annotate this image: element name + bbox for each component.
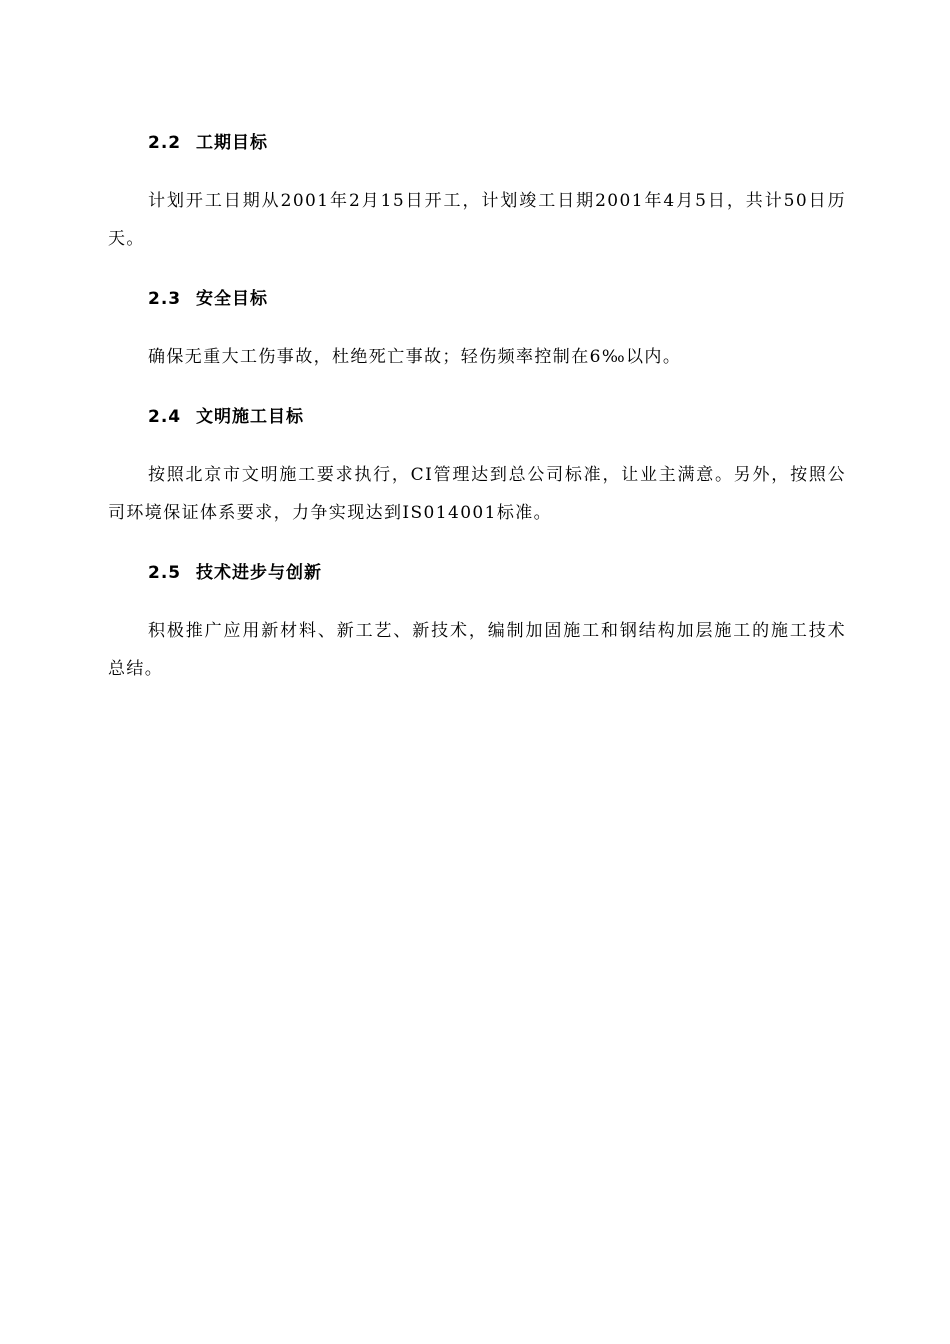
section-title: 技术进步与创新 — [196, 563, 322, 583]
section-title: 安全目标 — [196, 289, 268, 309]
section-number: 2.5 — [148, 563, 182, 583]
section-paragraph-safety: 确保无重大工伤事故，杜绝死亡事故；轻伤频率控制在6‰以内。 — [148, 347, 682, 367]
section-title: 文明施工目标 — [196, 407, 304, 427]
section-paragraph-technology: 积极推广应用新材料、新工艺、新技术，编制加固施工和钢结构加层施工的施工技术总结。 — [108, 621, 846, 679]
section-heading-civilized-construction — [148, 402, 846, 432]
section-heading-safety — [148, 284, 846, 314]
section-number: 2.3 — [148, 289, 182, 309]
section-number: 2.4 — [148, 407, 182, 427]
section-heading-technology — [148, 558, 846, 588]
section-number: 2.2 — [148, 133, 182, 153]
section-title: 工期目标 — [196, 133, 268, 153]
section-heading-schedule — [148, 128, 846, 158]
section-paragraph-schedule: 计划开工日期从2001年2月15日开工，计划竣工日期2001年4月5日，共计50日历天。 — [108, 191, 846, 249]
document-body — [108, 128, 846, 688]
section-paragraph-civilized-construction: 按照北京市文明施工要求执行，CI管理达到总公司标准，让业主满意。另外，按照公司环境保证体系要求，力争实现达到IS014001标准。 — [108, 465, 846, 523]
